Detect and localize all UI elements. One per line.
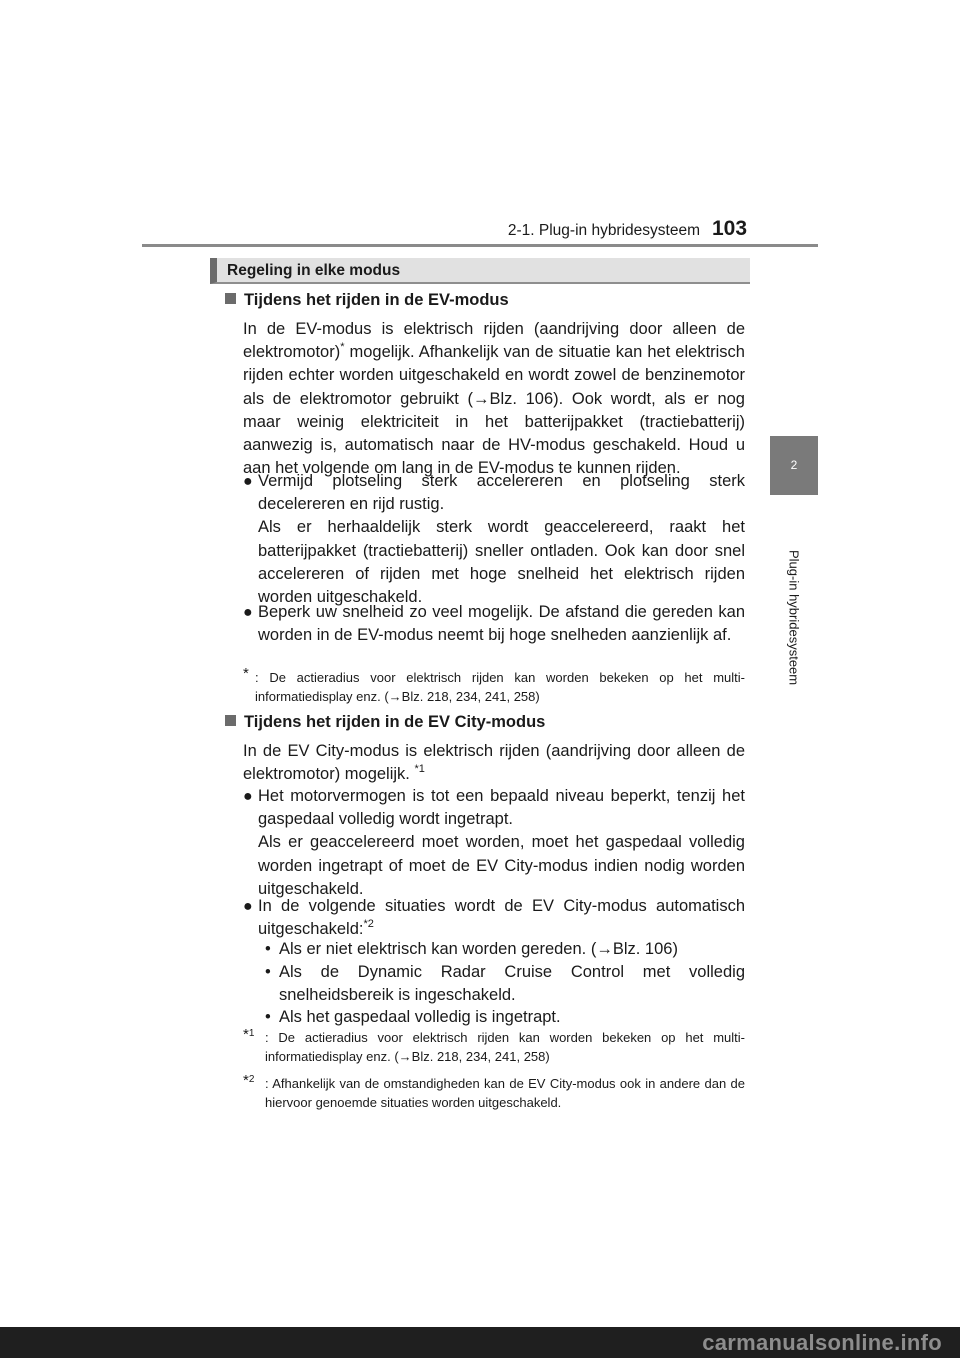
watermark-text: carmanualsonline.info <box>702 1330 942 1355</box>
city-item-2-text: Als de Dynamic Radar Cruise Control met volledig snelheidsbereik is ingeschakeld. <box>279 963 745 1005</box>
city-item-1 <box>265 938 745 961</box>
ev-city-heading <box>225 713 545 732</box>
ev-mode-heading <box>225 291 509 310</box>
footnote-asterisk-symbol: * <box>243 1026 249 1043</box>
footnote-asterisk: * <box>243 665 249 682</box>
city-item-3-text: Als het gaspedaal volledig is ingetrapt. <box>279 1008 561 1026</box>
city-item-1-text: Als er niet elektrisch kan worden gereden. (→Blz. 106) <box>279 940 678 958</box>
ev-bullet-2-text: Beperk uw snelheid zo veel mogelijk. De afstand die gereden kan worden in de EV-modus neemt bij hoge snelheden aanzienlijk af. <box>258 603 745 645</box>
watermark-bar <box>0 1327 960 1358</box>
chapter-tab: 2 <box>770 436 818 495</box>
city-footnote-2 <box>243 1072 745 1112</box>
city-footnote-2-text: : Afhankelijk van de omstandigheden kan de EV City-modus ook in andere dan de hiervoor genoemde situaties worden uitgeschakeld. <box>265 1076 745 1110</box>
footnote-marker: *1 <box>414 763 425 776</box>
city-footnote-1-text: : De actieradius voor elektrisch rijden kan worden bekeken op het multi-informatiedisplay enz. (→Blz. 218, 234, 241, 258) <box>265 1030 745 1064</box>
small-bullet-icon: • <box>265 963 271 981</box>
ev-para-start: In de EV-modus is elektrisch rijden (aandrijving door alleen de elektromotor) <box>243 320 745 362</box>
city-bullet-1-text: Het motorvermogen is tot een bepaald niveau beperkt, tenzij het gaspedaal volledig wordt ingetrapt. <box>258 787 745 829</box>
city-bullet-1 <box>243 785 745 901</box>
city-footnote-1 <box>243 1026 745 1066</box>
section-heading-bar <box>210 258 750 284</box>
ev-city-para-text: In de EV City-modus is elektrisch rijden (aandrijving door alleen de elektromotor) mogelijk. <box>243 742 745 784</box>
ev-bullet-2 <box>243 601 745 647</box>
running-header-section: 2-1. Plug-in hybridesysteem <box>507 222 700 239</box>
square-bullet-icon <box>225 293 236 304</box>
small-bullet-icon: • <box>265 940 271 958</box>
footnote-asterisk-symbol: * <box>243 1072 249 1089</box>
city-item-2 <box>265 961 745 1007</box>
city-bullet-2-text <box>258 895 745 941</box>
ev-bullet-1-text: Vermijd plotseling sterk accelereren en plotseling sterk decelereren en rijd rustig. <box>258 472 745 514</box>
footnote-asterisk <box>243 1025 254 1045</box>
bullet-dot-icon: ● <box>243 473 253 490</box>
ev-bullet-1-detail: Als er herhaaldelijk sterk wordt geaccelereerd, raakt het batterijpakket (tractiebatterij) sneller ontladen. Ook kan door snel accelereren of rijden met hoge snelheid het elektrisch rijden worden uitgeschakeld. <box>258 518 745 607</box>
bullet-dot-icon: ● <box>243 788 253 805</box>
ev-footnote <box>243 665 745 706</box>
footnote-marker: *2 <box>363 918 374 931</box>
city-bullet-2 <box>243 895 745 941</box>
section-heading: Regeling in elke modus <box>227 262 401 279</box>
footnote-asterisk-number: 1 <box>248 1028 255 1039</box>
ev-footnote-text: : De actieradius voor elektrisch rijden kan worden bekeken op het multi-informatiedisplay enz. (→Blz. 218, 234, 241, 258) <box>255 670 745 704</box>
footnote-asterisk <box>243 1071 254 1091</box>
header-rule <box>142 244 818 247</box>
ev-para-rest: mogelijk. Afhankelijk van de situatie kan het elektrisch rijden echter worden uitgeschakeld en wordt zowel de benzinemotor als de elektromotor gebruikt (→Blz. 106). Ook wordt, als er nog maar weinig elektriciteit in het batterijpakket (tractiebatterij) aanwezig is, automatisch naar de HV-modus geschakeld. Houd u aan het volgende om lang in de EV-modus te kunnen rijden. <box>243 343 745 478</box>
bullet-dot-icon: ● <box>243 604 253 621</box>
ev-bullet-1 <box>243 470 745 609</box>
small-bullet-icon: • <box>265 1008 271 1026</box>
ev-city-paragraph <box>243 740 745 786</box>
ev-mode-paragraph <box>243 318 745 480</box>
chapter-side-label: Plug-in hybridesysteem <box>786 550 802 686</box>
city-item-3 <box>265 1006 745 1029</box>
footnote-marker: * <box>340 341 345 354</box>
square-bullet-icon <box>225 715 236 726</box>
footnote-asterisk-number: 2 <box>248 1074 255 1085</box>
page-number: 103 <box>712 217 748 240</box>
city-bullet-1-detail: Als er geaccelereerd moet worden, moet het gaspedaal volledig worden ingetrapt of moet de EV City-modus indien nodig worden uitgeschakeld. <box>258 833 745 898</box>
city-bullet-2-label: In de volgende situaties wordt de EV City-modus automatisch uitgeschakeld: <box>258 897 745 939</box>
ev-mode-heading-text: Tijdens het rijden in de EV-modus <box>244 291 509 309</box>
bullet-dot-icon: ● <box>243 898 253 915</box>
ev-city-heading-text: Tijdens het rijden in de EV City-modus <box>244 713 546 731</box>
